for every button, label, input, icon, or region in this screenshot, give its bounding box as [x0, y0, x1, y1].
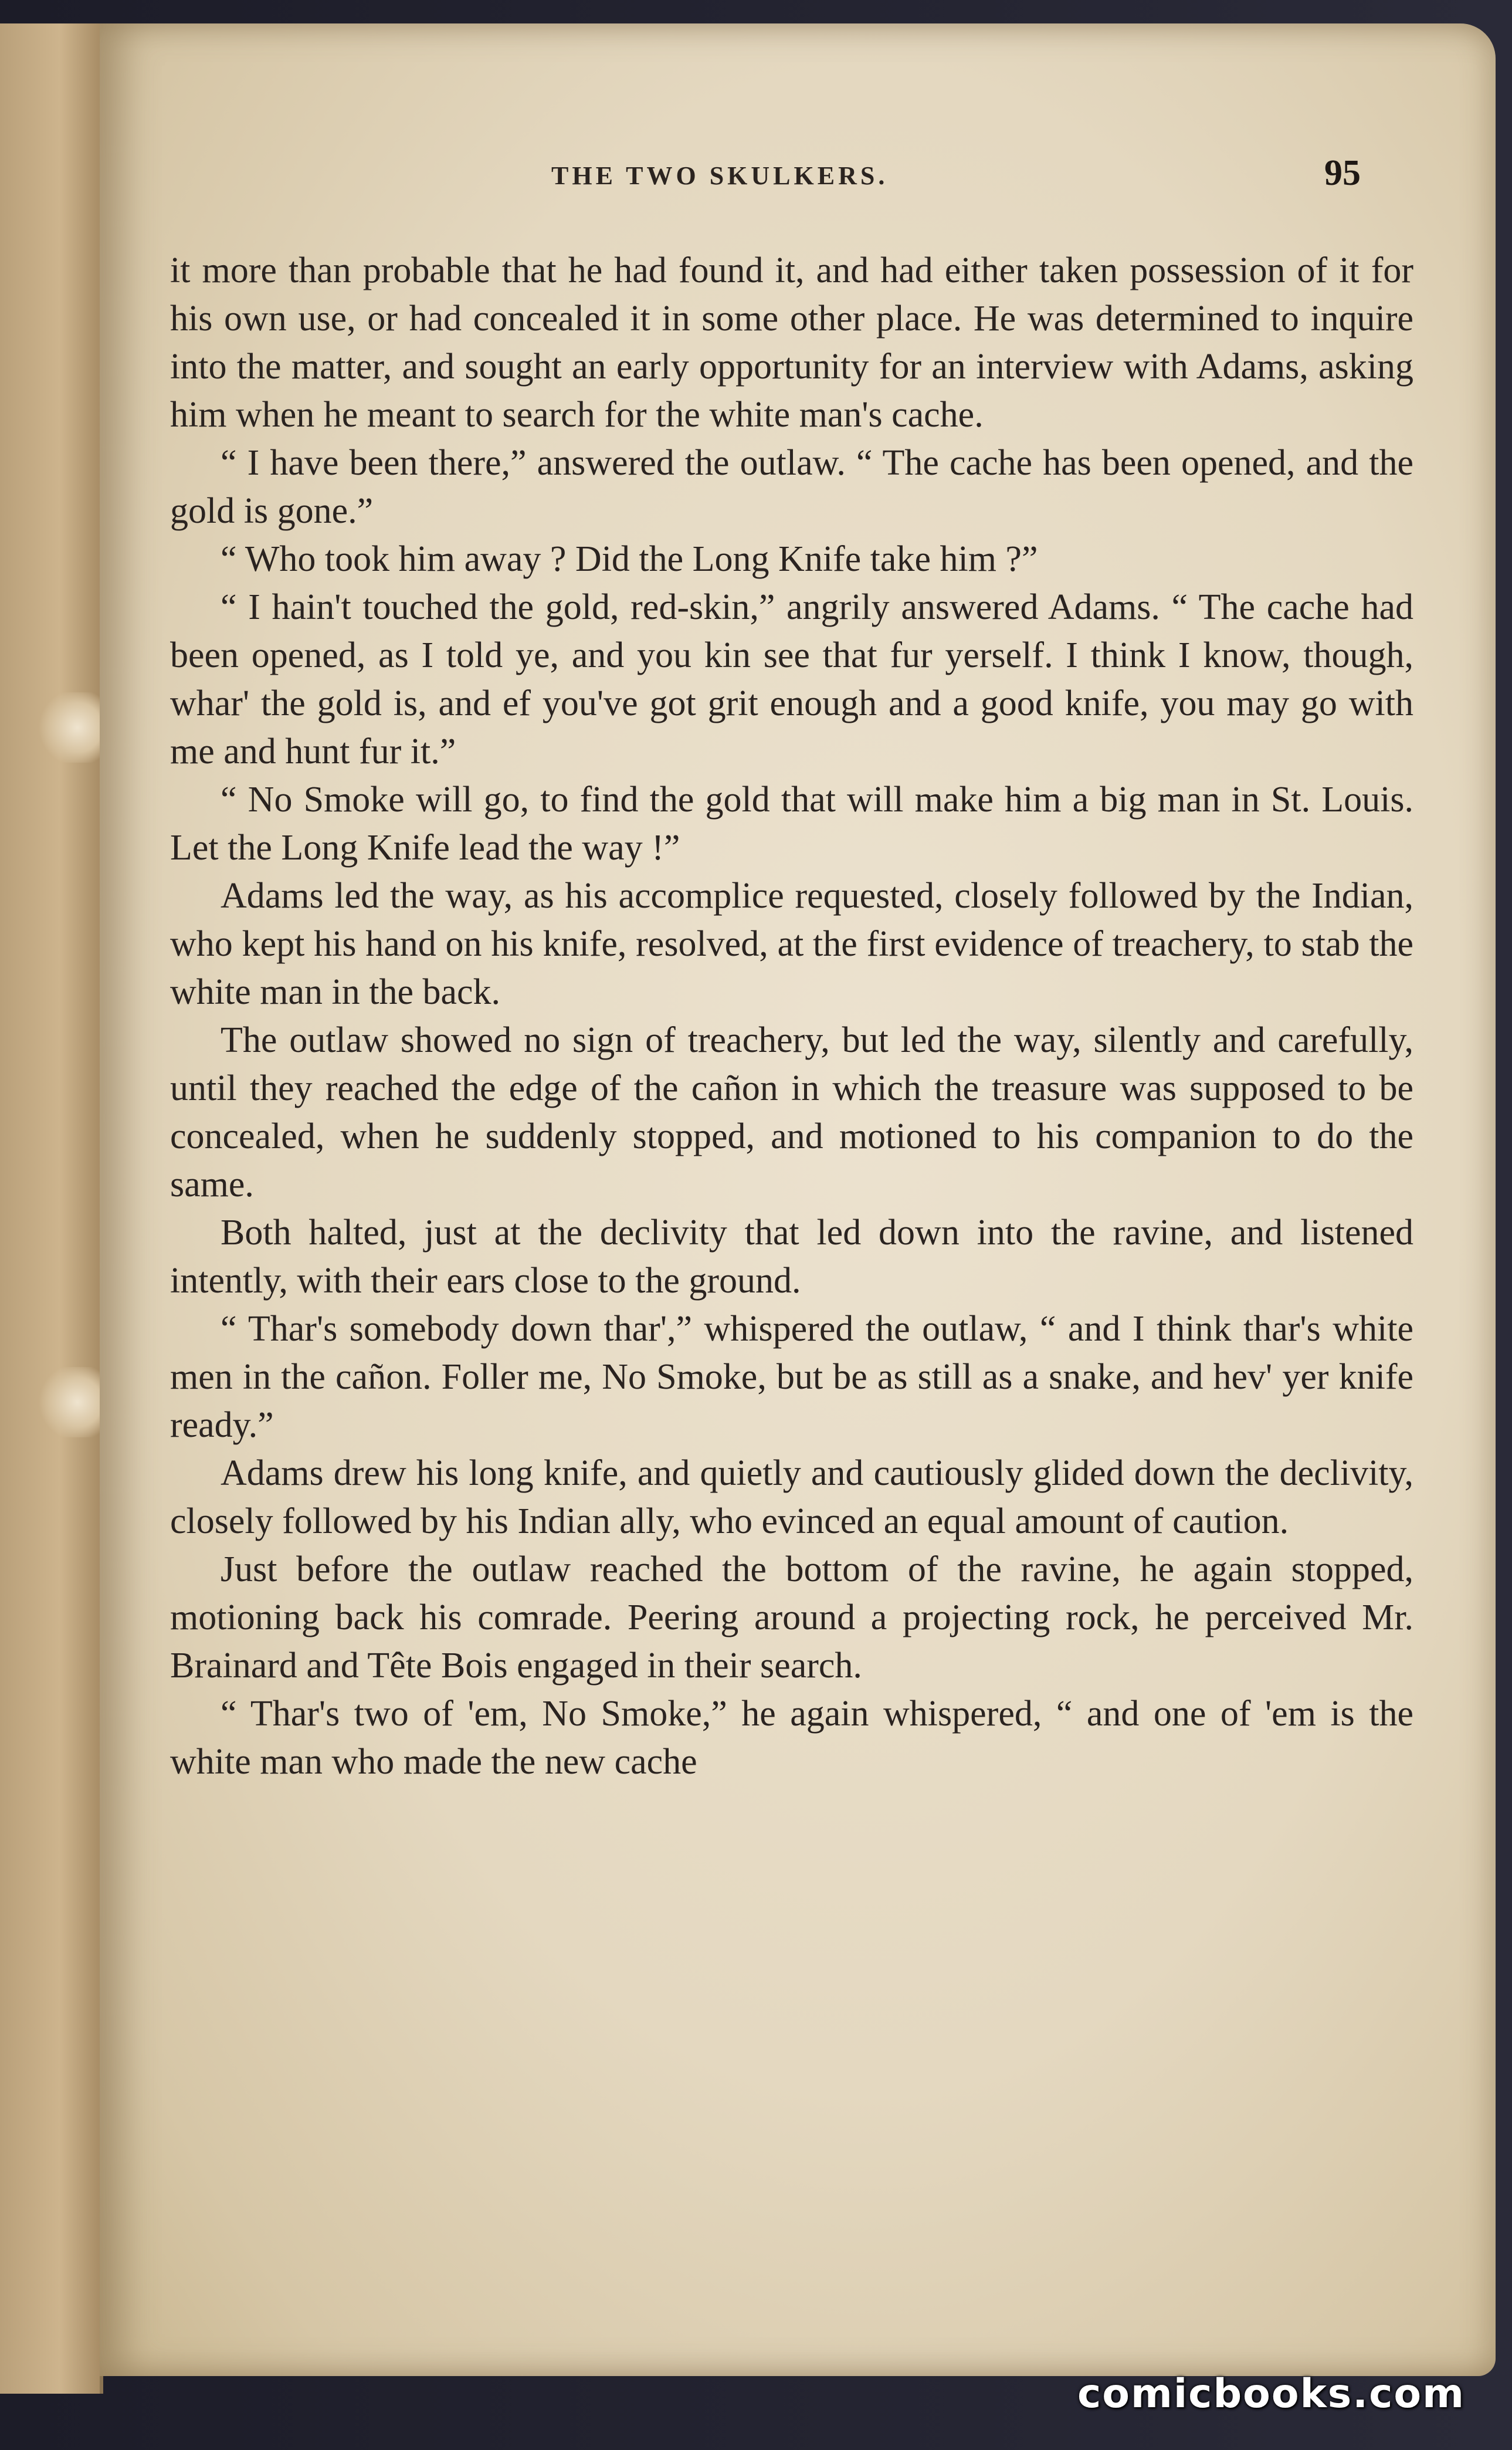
page-header	[100, 141, 1496, 199]
paragraph: “ No Smoke will go, to find the gold that will make him a big man in St. Louis. Let the Long Knife lead the way !”	[170, 780, 1413, 868]
page-body	[170, 246, 1413, 1786]
paragraph: Both halted, just at the declivity that led down into the ravine, and listened intently, with their ears close to the ground.	[170, 1213, 1413, 1301]
paragraph: “ Thar's somebody down thar',” whispered the outlaw, “ and I think thar's white men in the cañon. Foller me, No Smoke, but be as still as a snake, and hev' yer knife ready.”	[170, 1309, 1413, 1445]
running-title: THE TWO SKULKERS.	[551, 161, 889, 190]
paragraph: “ I have been there,” answered the outlaw. “ The cache has been opened, and the gold is gone.”	[170, 443, 1413, 531]
paragraph: Adams drew his long knife, and quietly and cautiously glided down the declivity, closely followed by his Indian ally, who evinced an equal amount of caution.	[170, 1453, 1413, 1541]
paragraph: it more than probable that he had found it, and had either taken possession of it for his own use, or had concealed it in some other place. He was determined to inquire into the matter, and sought an early opportunity for an interview with Adams, asking him when he meant to search for the white man's cache.	[170, 251, 1413, 435]
paragraph: Adams led the way, as his accomplice requested, closely followed by the Indian, who kept his hand on his knife, resolved, at the first evidence of treachery, to stab the white man in the back.	[170, 876, 1413, 1012]
paragraph: Just before the outlaw reached the bottom of the ravine, he again stopped, motioning back his comrade. Peering around a projecting rock, he perceived Mr. Brainard and Tête Bois engaged in their search.	[170, 1549, 1413, 1686]
page-number: 95	[1324, 153, 1361, 193]
paragraph: “ I hain't touched the gold, red-skin,” angrily answered Adams. “ The cache had been opened, as I told ye, and you kin see that fur yerself. I think I know, though, whar' the gold is, and ef you've got grit enough and a good knife, you may go with me and hunt fur it.”	[170, 587, 1413, 771]
page-tear	[35, 692, 106, 763]
watermark: comicbooks.com	[1077, 2371, 1465, 2417]
paragraph: “ Who took him away ? Did the Long Knife take him ?”	[221, 539, 1038, 579]
page-tear	[35, 1367, 106, 1437]
paragraph: “ Thar's two of 'em, No Smoke,” he again whispered, “ and one of 'em is the white man who made the new cache	[170, 1694, 1413, 1782]
book-page	[100, 23, 1496, 2376]
facing-page-edge	[0, 23, 103, 2394]
paragraph: The outlaw showed no sign of treachery, but led the way, silently and carefully, until they reached the edge of the cañon in which the treasure was supposed to be concealed, when he suddenly stopped, and motioned to his companion to do the same.	[170, 1020, 1413, 1204]
